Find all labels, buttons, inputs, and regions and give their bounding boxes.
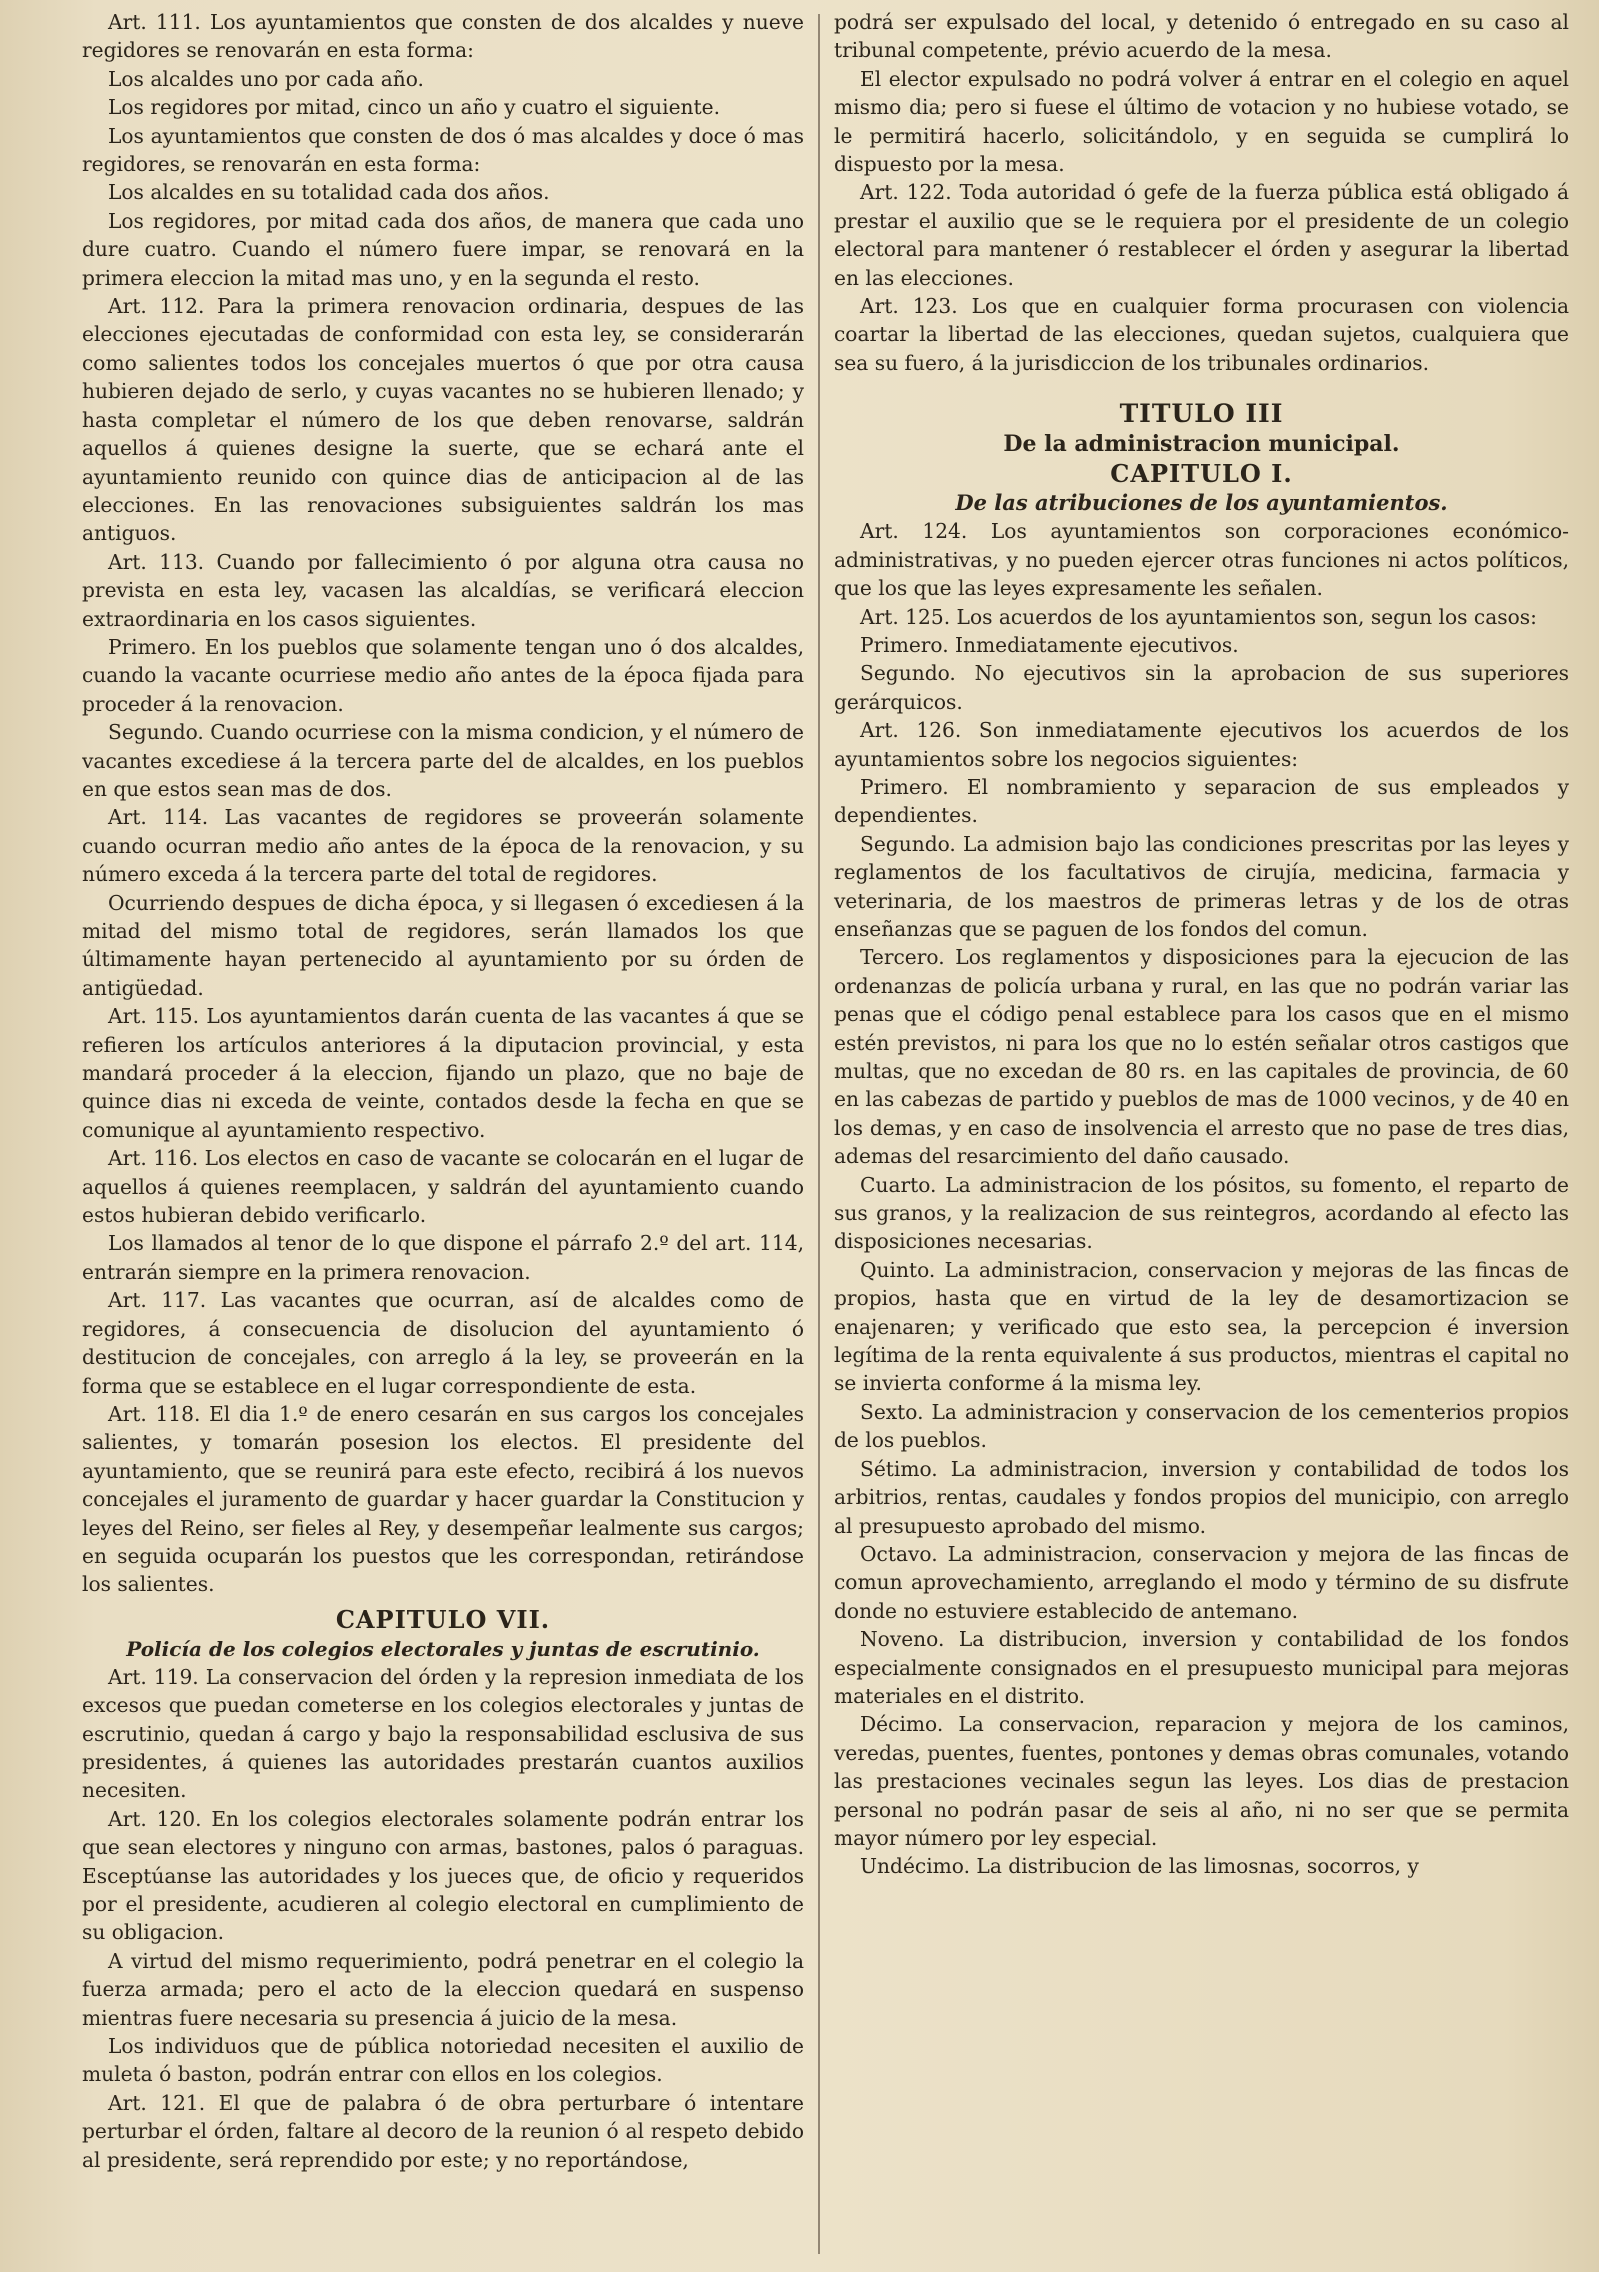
title-heading: TITULO III bbox=[1119, 399, 1284, 429]
paragraph: Primero. Inmediatamente ejecutivos. bbox=[860, 632, 1239, 657]
paragraph: Art. 123. Los que en cualquier forma procurasen con violencia coartar la libertad de las elecciones, quedan sujetos, cualquiera que sea su fuero, á la jurisdiccion de los tribunales ordinarios. bbox=[834, 294, 1569, 375]
paragraph: Segundo. Cuando ocurriese con la misma condicion, y el número de vacantes excediese á la tercera parte del de alcaldes, en los pueblos en que estos sean mas de dos. bbox=[82, 720, 804, 801]
paragraph: podrá ser expulsado del local, y detenido ó entregado en su caso al tribunal competente, prévio acuerdo de la mesa. bbox=[834, 10, 1569, 63]
paragraph: Primero. En los pueblos que solamente tengan uno ó dos alcaldes, cuando la vacante ocurriese medio año antes de la época fijada para proceder á la renovacion. bbox=[82, 634, 804, 716]
paragraph: Sexto. La administracion y conservacion de los cementerios propios de los pueblos. bbox=[834, 1399, 1569, 1453]
paragraph: Art. 125. Los acuerdos de los ayuntamientos son, segun los casos: bbox=[860, 604, 1537, 629]
paragraph: Art. 113. Cuando por fallecimiento ó por alguna otra causa no prevista en esta ley, vacasen las alcaldías, se verificará eleccion extraordinaria en los casos siguientes. bbox=[82, 549, 804, 631]
paragraph: Undécimo. La distribucion de las limosnas, socorros, y bbox=[860, 1854, 1419, 1879]
paragraph: Los llamados al tenor de lo que dispone el párrafo 2.º del art. 114, entrarán siempre en la primera renovacion. bbox=[82, 1231, 804, 1284]
paragraph: Los alcaldes uno por cada año. bbox=[108, 66, 424, 91]
paragraph: Segundo. La admision bajo las condiciones prescritas por las leyes y reglamentos de los facultativos de cirujía, medicina, farmacia y veterinaria, de los maestros de primeras letras y de los de otras enseñanzas que se paguen de los fondos del comun. bbox=[834, 831, 1569, 941]
paragraph: Art. 112. Para la primera renovacion ordinaria, despues de las elecciones ejecutadas de conformidad con esta ley, se considerarán como salientes todos los concejales muertos ó que por otra causa hubieren dejado de serlo, y cuyas vacantes no se hubieren llenado; y hasta completar el número de los que deben renovarse, saldrán aquellos á quienes designe la suerte, que se echará ante el ayuntamiento reunido con quince dias de anticipacion al de las elecciones. En las renovaciones subsiguientes saldrán los mas antiguos. bbox=[82, 294, 804, 546]
paragraph: Art. 126. Son inmediatamente ejecutivos los acuerdos de los ayuntamientos sobre los negocios siguientes: bbox=[834, 718, 1569, 771]
paragraph: Art. 115. Los ayuntamientos darán cuenta de las vacantes á que se refieren los artículos anteriores á la diputacion provincial, y esta mandará proceder á la eleccion, fijando un plazo, que no baje de quince dias ni exceda de veinte, contados desde la fecha en que se comunique al ayuntamiento respectivo. bbox=[82, 1004, 804, 1142]
paragraph: Art. 116. Los electos en caso de vacante se colocarán en el lugar de aquellos á quienes reemplacen, y saldrán del ayuntamiento cuando estos hubieran debido verificarlo. bbox=[82, 1146, 804, 1228]
chapter-subtitle: Policía de los colegios electorales y juntas de escrutinio. bbox=[126, 1636, 760, 1661]
left-column bbox=[82, 8, 818, 2270]
paragraph: Quinto. La administracion, conservacion y mejoras de las fincas de propios, hasta que en virtud de la ley de desamortizacion se enajenaren; y verificado que esto sea, la percepcion é inversion legítima de la renta equivalente á sus productos, mientras el capital no se invierta conforme á la misma ley. bbox=[834, 1257, 1569, 1396]
paragraph: Los alcaldes en su totalidad cada dos años. bbox=[108, 180, 550, 205]
paragraph: Art. 124. Los ayuntamientos son corporaciones económico-administrativas, y no pueden ejercer otras funciones ni actos políticos, que los que las leyes expresamente les señalen. bbox=[834, 519, 1569, 601]
chapter-heading: CAPITULO VII. bbox=[335, 1604, 551, 1634]
chapter-subtitle: De las atribuciones de los ayuntamientos. bbox=[955, 490, 1448, 516]
paragraph: Art. 119. La conservacion del órden y la represion inmediata de los excesos que puedan cometerse en los colegios electorales y juntas de escrutinio, quedan á cargo y bajo la responsabilidad esclusiva de sus presidentes, á quienes las autoridades prestarán cuantos auxilios necesiten. bbox=[82, 1664, 804, 1803]
right-column bbox=[820, 8, 1569, 2270]
paragraph: Art. 117. Las vacantes que ocurran, así de alcaldes como de regidores, á consecuencia de disolucion del ayuntamiento ó destitucion de concejales, con arreglo á la ley, se proveerán en la forma que se establece en el lugar correspondiente de esta. bbox=[82, 1288, 804, 1398]
paragraph: Los regidores por mitad, cinco un año y cuatro el siguiente. bbox=[108, 95, 721, 120]
paragraph: Art. 120. En los colegios electorales solamente podrán entrar los que sean electores y ninguno con armas, bastones, palos ó paraguas. Esceptúanse las autoridades y los jueces que, de oficio y requeridos por el presidente, acudieren al colegio electoral en cumplimiento de su obligacion. bbox=[82, 1806, 804, 1945]
paragraph: Art. 121. El que de palabra ó de obra perturbare ó intentare perturbar el órden, faltare al decoro de la reunion ó al respeto debido al presidente, será reprendido por este; y no reportándose, bbox=[82, 2090, 804, 2172]
paragraph: Tercero. Los reglamentos y disposiciones para la ejecucion de las ordenanzas de policía urbana y rural, en las que no podrán variar las penas que el código penal establece para los casos que en el mismo estén previstos, ni para los que no lo estén señalar otros castigos que multas, que no excedan de 80 rs. en las capitales de provincia, de 60 en las cabezas de partido y pueblos de mas de 1000 vecinos, y de 40 en los demas, y en caso de insolvencia el arresto que no pase de tres dias, ademas del resarcimiento del daño causado. bbox=[834, 945, 1569, 1169]
paragraph: Cuarto. La administracion de los pósitos, su fomento, el reparto de sus granos, y la realizacion de sus reintegros, acordando al efecto las disposiciones necesarias. bbox=[834, 1172, 1569, 1254]
paragraph: Octavo. La administracion, conservacion y mejora de las fincas de comun aprovechamiento, arreglando el modo y término de su disfrute donde no estuviere establecido de antemano. bbox=[834, 1541, 1569, 1623]
paragraph: A virtud del mismo requerimiento, podrá penetrar en el colegio la fuerza armada; pero el acto de la eleccion quedará en suspenso mientras fuere necesaria su presencia á juicio de la mesa. bbox=[82, 1948, 804, 2030]
paragraph: El elector expulsado no podrá volver á entrar en el colegio en aquel mismo dia; pero si fuese el último de votacion y no hubiese votado, se le permitirá hacerlo, solicitándolo, y en seguida se cumplirá lo dispuesto por la mesa. bbox=[834, 66, 1569, 177]
paragraph: Sétimo. La administracion, inversion y contabilidad de todos los arbitrios, rentas, caudales y fondos propios del municipio, con arreglo al presupuesto aprobado del mismo. bbox=[834, 1456, 1569, 1538]
paragraph: Los regidores, por mitad cada dos años, de manera que cada uno dure cuatro. Cuando el número fuere impar, se renovará en la primera eleccion la mitad mas uno, y en la segunda el resto. bbox=[82, 208, 804, 290]
paragraph: Segundo. No ejecutivos sin la aprobacion de sus superiores gerárquicos. bbox=[834, 661, 1569, 714]
paragraph: Noveno. La distribucion, inversion y contabilidad de los fondos especialmente consignados en el presupuesto municipal para mejoras materiales en el distrito. bbox=[834, 1627, 1569, 1708]
paragraph: Ocurriendo despues de dicha época, y si llegasen ó excediesen á la mitad del mismo total de regidores, serán llamados los que últimamente hayan pertenecido al ayuntamiento por su órden de antigüedad. bbox=[82, 890, 804, 1000]
paragraph: Art. 118. El dia 1.º de enero cesarán en sus cargos los concejales salientes, y tomarán posesion los electos. El presidente del ayuntamiento, que se reunirá para este efecto, recibirá á los nuevos concejales el juramento de guardar y hacer guardar la Constitucion y leyes del Reino, ser fieles al Rey, y desempeñar lealmente sus cargos; en seguida ocuparán los puestos que les correspondan, retirándose los salientes. bbox=[82, 1401, 804, 1597]
paragraph: Art. 122. Toda autoridad ó gefe de la fuerza pública está obligado á prestar el auxilio que se le requiera por el presidente de un colegio electoral para mantener ó restablecer el órden y asegurar la libertad en las elecciones. bbox=[834, 180, 1569, 290]
title-subheading: De la administracion municipal. bbox=[1003, 431, 1400, 458]
column-divider bbox=[818, 14, 820, 2254]
paragraph: Primero. El nombramiento y separacion de sus empleados y dependientes. bbox=[834, 774, 1569, 828]
paragraph: Art. 114. Las vacantes de regidores se proveerán solamente cuando ocurran medio año antes de la época de la renovacion, y su número exceda á la tercera parte del total de regidores. bbox=[82, 805, 804, 887]
paragraph: Los ayuntamientos que consten de dos ó mas alcaldes y doce ó mas regidores, se renovarán en esta forma: bbox=[82, 123, 804, 177]
paragraph: Los individuos que de pública notoriedad necesiten el auxilio de muleta ó baston, podrán entrar con ellos en los colegios. bbox=[82, 2034, 804, 2087]
chapter-heading: CAPITULO I. bbox=[1110, 459, 1293, 489]
paragraph: Décimo. La conservacion, reparacion y mejora de los caminos, veredas, puentes, fuentes, pontones y demas obras comunales, votando las prestaciones vecinales segun las leyes. Los dias de prestacion personal no podrán pasar de seis al año, ni no ser que se permita mayor número por ley especial. bbox=[834, 1712, 1569, 1850]
paragraph: Art. 111. Los ayuntamientos que consten de dos alcaldes y nueve regidores se renovarán en esta forma: bbox=[82, 10, 804, 63]
